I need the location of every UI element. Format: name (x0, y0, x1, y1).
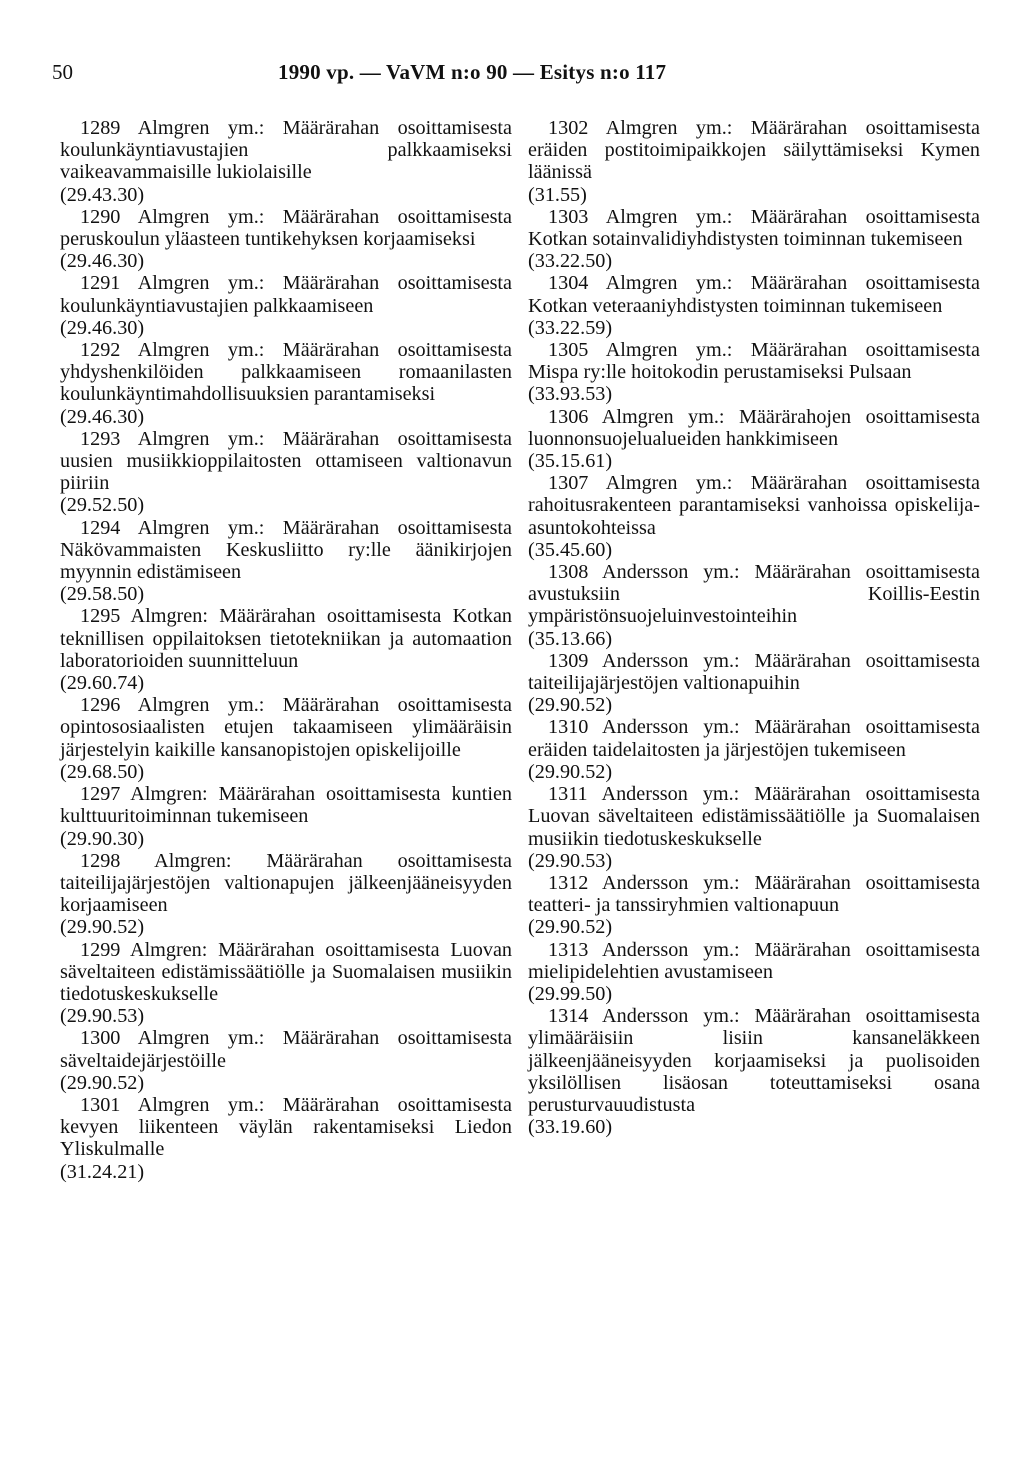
entry-text: 1289 Almgren ym.: Määrärahan osoittamisesta koulunkäyntiavustajien palkkaamiseksi vaikeavammaisille lukiolaisille (60, 117, 512, 184)
entry-code: (33.93.53) (528, 383, 613, 406)
list-item (528, 117, 980, 206)
entry-text: 1296 Almgren ym.: Määrärahan osoittamisesta opintososiaalisten etujen takaamiseen ylimääräisin järjestelyin kaikille kansanopistojen opiskelijoille (60, 694, 512, 761)
list-item (60, 428, 512, 517)
entry-text: 1295 Almgren: Määrärahan osoittamisesta Kotkan teknillisen oppilaitoksen tietotekniikan ja automaation laboratorioiden suunnitteluun (60, 605, 512, 672)
left-column (60, 117, 512, 1183)
list-item (60, 1094, 512, 1183)
entry-text: 1297 Almgren: Määrärahan osoittamisesta kuntien kulttuuritoiminnan tukemiseen (60, 783, 512, 828)
list-item (528, 783, 980, 872)
list-item (528, 472, 980, 561)
entry-code: (35.13.66) (528, 627, 613, 650)
list-item (528, 872, 980, 939)
list-item (528, 561, 980, 650)
entry-code: (33.22.50) (528, 250, 613, 273)
entry-code: (33.19.60) (528, 1116, 613, 1139)
entry-text: 1301 Almgren ym.: Määrärahan osoittamisesta kevyen liikenteen väylän rakentamiseksi Liedon Yliskulmalle (60, 1093, 512, 1161)
list-item (60, 605, 512, 694)
entry-text: 1299 Almgren: Määrärahan osoittamisesta Luovan säveltaiteen edistämissäätiölle ja Suomalaisen musiikin tiedotuskeskukselle (60, 938, 512, 1005)
entry-code: (29.46.30) (60, 316, 145, 339)
entry-text: 1294 Almgren ym.: Määrärahan osoittamisesta Näkövammaisten Keskusliitto ry:lle äänikirjojen myynnin edistämiseen (60, 516, 512, 584)
list-item (60, 517, 512, 606)
entry-text: 1293 Almgren ym.: Määrärahan osoittamisesta uusien musiikkioppilaitosten ottamiseen valtionavun piiriin (60, 427, 512, 495)
entry-code: (35.15.61) (528, 450, 613, 473)
list-item (60, 117, 512, 206)
page-header (52, 60, 972, 90)
list-item (528, 939, 980, 1006)
running-title: 1990 vp. — VaVM n:o 90 — Esitys n:o 117 (278, 60, 667, 84)
list-item (528, 339, 980, 406)
entry-code: (29.90.52) (60, 916, 145, 939)
entry-code: (29.68.50) (60, 760, 145, 783)
entry-code: (29.90.53) (60, 1005, 145, 1028)
entry-code: (29.43.30) (60, 183, 145, 206)
page-number: 50 (52, 60, 73, 84)
list-item (60, 339, 512, 428)
entry-code: (33.22.59) (528, 316, 613, 339)
list-item (60, 206, 512, 273)
entry-code: (35.45.60) (528, 538, 613, 561)
entry-code: (29.46.30) (60, 250, 145, 273)
list-item (60, 1027, 512, 1094)
list-item (528, 206, 980, 273)
list-item (528, 1005, 980, 1138)
entry-code: (29.90.52) (528, 760, 613, 783)
entry-text: 1308 Andersson ym.: Määrärahan osoittamisesta avustuksiin Koillis-Eestin ympäristönsuojeluinvestointeihin (528, 561, 980, 628)
entry-code: (29.90.52) (528, 694, 613, 717)
entry-code: (29.99.50) (528, 982, 613, 1005)
entry-code: (29.60.74) (60, 672, 145, 695)
list-item (60, 272, 512, 339)
entry-text: 1306 Almgren ym.: Määrärahojen osoittamisesta luonnonsuojelualueiden hankkimiseen (528, 405, 980, 450)
entry-text: 1291 Almgren ym.: Määrärahan osoittamisesta koulunkäyntiavustajien palkkaamiseen (60, 272, 512, 317)
entry-code: (29.52.50) (60, 494, 145, 517)
entry-text: 1307 Almgren ym.: Määrärahan osoittamisesta rahoitusrakenteen parantamiseksi vanhoissa opiskelija-asuntokohteissa (528, 472, 980, 539)
entry-text: 1314 Andersson ym.: Määrärahan osoittamisesta ylimääräisiin lisiin kansaneläkkeen jälkeenjääneisyyden korjaamiseksi ja puolisoiden yksilöllisen lisäosan toteuttamiseksi osana perusturvauudistusta (528, 1005, 980, 1116)
entry-text: 1311 Andersson ym.: Määrärahan osoittamisesta Luovan säveltaiteen edistämissäätiölle ja Suomalaisen musiikin tiedotuskeskukselle (528, 783, 980, 850)
entry-code: (29.58.50) (60, 583, 145, 606)
list-item (528, 406, 980, 473)
list-item (60, 939, 512, 1028)
entry-code: (29.90.53) (528, 849, 613, 872)
list-item (60, 783, 512, 850)
list-item (60, 694, 512, 783)
entry-text: 1292 Almgren ym.: Määrärahan osoittamisesta yhdyshenkilöiden palkkaamiseen romaanilasten koulunkäyntimahdollisuuksien parantamiseksi (60, 339, 512, 406)
list-item (528, 716, 980, 783)
entry-code: (31.55) (528, 183, 587, 206)
entry-text: 1303 Almgren ym.: Määrärahan osoittamisesta Kotkan sotainvalidiyhdistysten toiminnan tukemiseen (528, 205, 980, 251)
entry-code: (31.24.21) (60, 1160, 145, 1183)
list-item (528, 650, 980, 717)
entry-code: (29.46.30) (60, 405, 145, 428)
entry-text: 1309 Andersson ym.: Määrärahan osoittamisesta taiteilijajärjestöjen valtionapuihin (528, 649, 980, 695)
entry-text: 1290 Almgren ym.: Määrärahan osoittamisesta peruskoulun yläasteen tuntikehyksen korjaamiseksi (60, 205, 512, 251)
entry-text: 1304 Almgren ym.: Määrärahan osoittamisesta Kotkan veteraaniyhdistysten toiminnan tukemiseen (528, 272, 980, 317)
entry-code: (29.90.52) (60, 1071, 145, 1094)
right-column (528, 117, 980, 1138)
list-item (528, 272, 980, 339)
entry-text: 1298 Almgren: Määrärahan osoittamisesta taiteilijajärjestöjen valtionapujen jälkeenjääneisyyden korjaamiseen (60, 849, 512, 917)
entry-text: 1300 Almgren ym.: Määrärahan osoittamisesta säveltaidejärjestöille (60, 1027, 512, 1072)
entry-text: 1313 Andersson ym.: Määrärahan osoittamisesta mielipidelehtien avustamiseen (528, 938, 980, 983)
entry-code: (29.90.30) (60, 827, 145, 850)
entry-text: 1312 Andersson ym.: Määrärahan osoittamisesta teatteri- ja tanssiryhmien valtionapuun (528, 871, 980, 917)
list-item (60, 850, 512, 939)
entry-text: 1302 Almgren ym.: Määrärahan osoittamisesta eräiden postitoimipaikkojen säilyttämiseksi Kymen läänissä (528, 117, 980, 184)
entry-text: 1305 Almgren ym.: Määrärahan osoittamisesta Mispa ry:lle hoitokodin perustamiseksi Pulsaan (528, 339, 980, 384)
entry-code: (29.90.52) (528, 916, 613, 939)
entry-text: 1310 Andersson ym.: Määrärahan osoittamisesta eräiden taidelaitosten ja järjestöjen tukemiseen (528, 716, 980, 761)
